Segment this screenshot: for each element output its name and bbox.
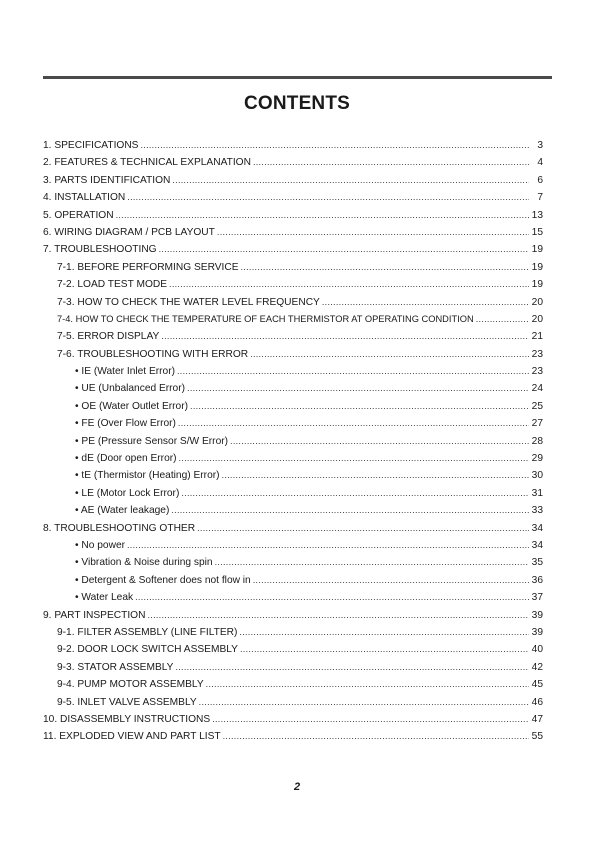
- table-of-contents: [43, 137, 543, 746]
- top-rule: [43, 76, 552, 79]
- toc-entry[interactable]: [43, 607, 543, 624]
- toc-leader-dots: [190, 398, 529, 415]
- toc-entry-page: 20: [531, 313, 543, 325]
- toc-entry-page: 3: [537, 140, 543, 151]
- toc-leader-dots: [197, 520, 529, 537]
- toc-entry-label: • Detergent & Softener does not flow in: [75, 574, 251, 586]
- toc-leader-dots: [322, 294, 529, 311]
- toc-entry[interactable]: [43, 294, 543, 311]
- toc-leader-dots: [171, 502, 529, 519]
- toc-entry-page: 40: [531, 644, 543, 656]
- toc-entry[interactable]: [43, 572, 543, 589]
- toc-entry-page: 21: [531, 331, 543, 343]
- toc-entry-label: 3. PARTS IDENTIFICATION: [43, 174, 171, 186]
- toc-leader-dots: [159, 241, 529, 258]
- toc-entry-page: 28: [531, 435, 543, 447]
- toc-entry[interactable]: [43, 311, 543, 328]
- toc-entry[interactable]: [43, 641, 543, 658]
- toc-leader-dots: [239, 624, 529, 641]
- toc-entry-page: 15: [531, 226, 543, 238]
- toc-entry-label: • UE (Unbalanced Error): [75, 383, 186, 395]
- toc-entry[interactable]: [43, 589, 543, 606]
- toc-entry-label: 10. DISASSEMBLY INSTRUCTIONS: [43, 713, 211, 725]
- toc-leader-dots: [253, 154, 529, 171]
- toc-leader-dots: [116, 207, 529, 224]
- toc-entry-label: 11. EXPLODED VIEW AND PART LIST: [43, 731, 221, 743]
- toc-entry[interactable]: [43, 207, 543, 224]
- toc-leader-dots: [240, 641, 529, 658]
- toc-entry-page: 27: [531, 418, 543, 430]
- toc-entry-page: 31: [531, 487, 543, 499]
- toc-entry-label: 7-6. TROUBLESHOOTING WITH ERROR: [57, 348, 249, 360]
- toc-entry-label: • LE (Motor Lock Error): [75, 487, 180, 499]
- toc-entry[interactable]: [43, 659, 543, 676]
- toc-entry-label: 2. FEATURES & TECHNICAL EXPLANATION: [43, 157, 251, 169]
- toc-entry[interactable]: [43, 711, 543, 728]
- toc-leader-dots: [161, 328, 529, 345]
- toc-entry[interactable]: [43, 415, 543, 432]
- toc-entry-label: 8. TROUBLESHOOTING OTHER: [43, 522, 196, 534]
- toc-entry[interactable]: [43, 363, 543, 380]
- toc-leader-dots: [230, 433, 529, 450]
- toc-leader-dots: [140, 137, 529, 154]
- toc-entry-label: • tE (Thermistor (Heating) Error): [75, 470, 220, 482]
- toc-entry-page: 34: [531, 539, 543, 551]
- toc-entry-page: 19: [531, 244, 543, 256]
- toc-entry-label: 7-3. HOW TO CHECK THE WATER LEVEL FREQUENCY: [57, 296, 320, 308]
- toc-entry[interactable]: [43, 189, 543, 206]
- toc-entry-page: 34: [531, 522, 543, 534]
- toc-entry-page: 39: [531, 626, 543, 638]
- toc-entry[interactable]: [43, 259, 543, 276]
- toc-entry[interactable]: [43, 728, 543, 745]
- toc-entry-page: 39: [531, 609, 543, 621]
- toc-entry[interactable]: [43, 694, 543, 711]
- toc-entry-page: 45: [531, 679, 543, 691]
- page-title: CONTENTS: [243, 93, 351, 114]
- toc-entry[interactable]: [43, 537, 543, 554]
- toc-entry[interactable]: [43, 676, 543, 693]
- toc-entry-page: 24: [531, 383, 543, 395]
- toc-leader-dots: [179, 450, 529, 467]
- toc-entry-label: 6. WIRING DIAGRAM / PCB LAYOUT: [43, 226, 215, 238]
- toc-entry-page: 37: [531, 592, 543, 604]
- toc-entry-label: 9-3. STATOR ASSEMBLY: [57, 661, 174, 673]
- toc-entry-page: 23: [531, 348, 543, 360]
- toc-entry-label: • PE (Pressure Sensor S/W Error): [75, 435, 229, 447]
- toc-entry-page: 19: [531, 279, 543, 291]
- toc-entry-label: 7-1. BEFORE PERFORMING SERVICE: [57, 261, 239, 273]
- toc-entry-label: 9-1. FILTER ASSEMBLY (LINE FILTER): [57, 626, 238, 638]
- toc-entry[interactable]: [43, 485, 543, 502]
- toc-entry-page: 47: [531, 713, 543, 725]
- toc-entry[interactable]: [43, 380, 543, 397]
- toc-leader-dots: [199, 694, 529, 711]
- toc-entry-page: 36: [531, 574, 543, 586]
- toc-leader-dots: [127, 537, 529, 554]
- toc-entry[interactable]: [43, 502, 543, 519]
- toc-entry-label: • OE (Water Outlet Error): [75, 400, 189, 412]
- toc-leader-dots: [206, 676, 529, 693]
- toc-leader-dots: [250, 346, 529, 363]
- toc-entry-label: 1. SPECIFICATIONS: [43, 140, 139, 151]
- toc-entry-page: 19: [531, 261, 543, 273]
- toc-entry-page: 13: [531, 209, 543, 221]
- toc-entry-label: 9-4. PUMP MOTOR ASSEMBLY: [57, 679, 204, 691]
- toc-entry-page: 20: [531, 296, 543, 308]
- toc-entry-page: 7: [537, 192, 543, 204]
- toc-entry[interactable]: [43, 346, 543, 363]
- toc-entry-page: 23: [531, 366, 543, 378]
- toc-entry-label: • No power: [75, 539, 125, 551]
- page-number: 2: [293, 781, 301, 793]
- toc-entry[interactable]: [43, 224, 543, 241]
- toc-entry-label: 7. TROUBLESHOOTING: [43, 244, 157, 256]
- toc-leader-dots: [177, 363, 529, 380]
- toc-entry[interactable]: [43, 398, 543, 415]
- toc-entry-label: • FE (Over Flow Error): [75, 418, 176, 430]
- toc-entry-page: 55: [531, 731, 543, 743]
- toc-entry-page: 29: [531, 453, 543, 465]
- toc-entry-label: 9-2. DOOR LOCK SWITCH ASSEMBLY: [57, 644, 238, 656]
- toc-leader-dots: [212, 711, 529, 728]
- toc-entry[interactable]: [43, 467, 543, 484]
- toc-entry-label: • Vibration & Noise during spin: [75, 557, 213, 569]
- toc-entry-label: 7-5. ERROR DISPLAY: [57, 331, 160, 343]
- toc-entry[interactable]: [43, 624, 543, 641]
- toc-entry-label: 9-5. INLET VALVE ASSEMBLY: [57, 696, 197, 708]
- toc-entry[interactable]: [43, 172, 543, 189]
- toc-entry-label: 5. OPERATION: [43, 209, 114, 221]
- toc-entry-label: • IE (Water Inlet Error): [75, 366, 175, 378]
- toc-entry-page: 35: [531, 557, 543, 569]
- toc-entry[interactable]: [43, 433, 543, 450]
- toc-entry-label: 7-2. LOAD TEST MODE: [57, 279, 168, 291]
- toc-entry-page: 4: [537, 157, 543, 169]
- toc-leader-dots: [215, 554, 529, 571]
- toc-entry-page: 33: [531, 505, 543, 517]
- toc-leader-dots: [223, 728, 529, 745]
- toc-entry[interactable]: [43, 450, 543, 467]
- toc-entry-page: 42: [531, 661, 543, 673]
- toc-entry-label: 4. INSTALLATION: [43, 192, 126, 204]
- toc-entry[interactable]: [43, 154, 543, 171]
- toc-leader-dots: [187, 380, 529, 397]
- toc-entry-label: 7-4. HOW TO CHECK THE TEMPERATURE OF EACH THERMISTOR AT OPERATING CONDITION: [57, 313, 474, 324]
- toc-leader-dots: [241, 259, 529, 276]
- toc-entry-page: 46: [531, 696, 543, 708]
- toc-entry[interactable]: [43, 137, 543, 154]
- toc-leader-dots: [476, 311, 529, 328]
- toc-entry[interactable]: [43, 276, 543, 293]
- toc-leader-dots: [169, 276, 529, 293]
- toc-entry-label: • AE (Water leakage): [75, 505, 170, 517]
- toc-entry-page: 30: [531, 470, 543, 482]
- toc-entry[interactable]: [43, 328, 543, 345]
- toc-entry[interactable]: [43, 241, 543, 258]
- toc-leader-dots: [172, 172, 529, 189]
- toc-leader-dots: [135, 589, 529, 606]
- toc-entry-label: • dE (Door open Error): [75, 453, 177, 465]
- toc-leader-dots: [175, 659, 529, 676]
- toc-leader-dots: [178, 415, 529, 432]
- toc-leader-dots: [222, 467, 529, 484]
- toc-leader-dots: [127, 189, 529, 206]
- toc-entry-page: 6: [537, 174, 543, 186]
- toc-leader-dots: [217, 224, 529, 241]
- toc-leader-dots: [253, 572, 529, 589]
- toc-leader-dots: [147, 607, 529, 624]
- toc-entry-label: 9. PART INSPECTION: [43, 609, 146, 621]
- toc-entry[interactable]: [43, 554, 543, 571]
- toc-leader-dots: [181, 485, 529, 502]
- toc-entry[interactable]: [43, 520, 543, 537]
- toc-entry-label: • Water Leak: [75, 592, 134, 604]
- toc-entry-page: 25: [531, 400, 543, 412]
